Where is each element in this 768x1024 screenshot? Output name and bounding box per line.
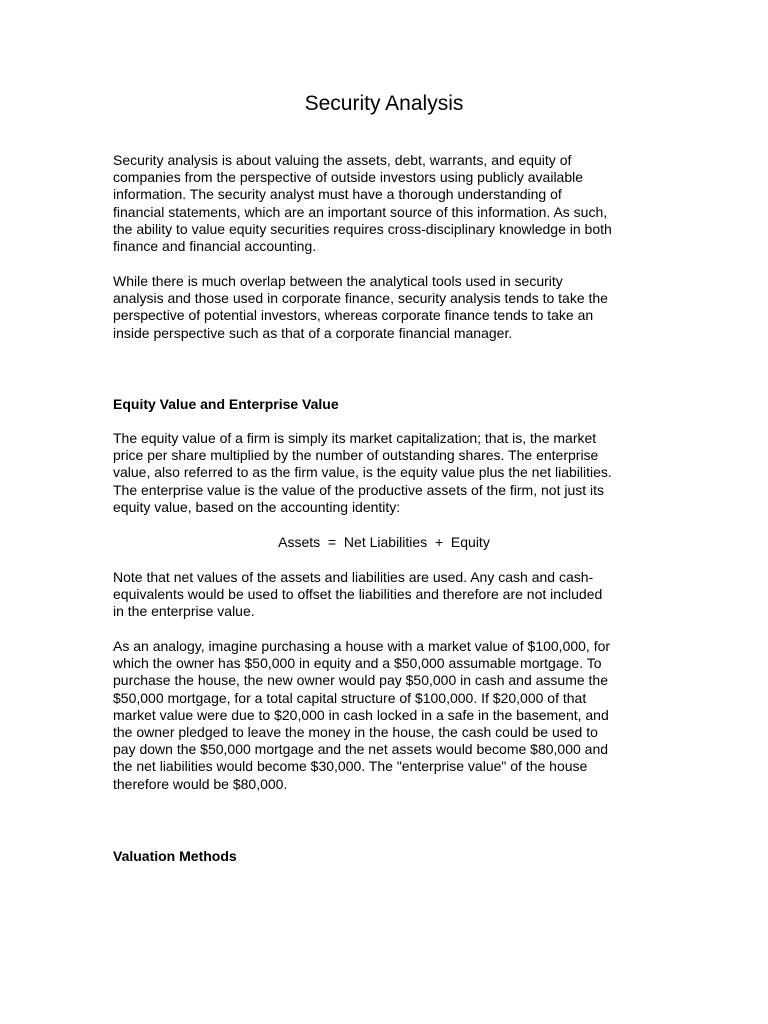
intro-paragraph-1: Security analysis is about valuing the assets, debt, warrants, and equity of companies from the perspective of outside investors using publicly available information. The security analyst must have a thorough understanding of financial statements, which are an important source of this information. As such, the ability to value equity securities requires cross-disciplinary knowledge in both finance and financial accounting. <box>113 152 612 255</box>
house-analogy-paragraph: As an analogy, imagine purchasing a house with a market value of $100,000, for which the owner has $50,000 in equity and a $50,000 assumable mortgage. To purchase the house, the new owner would pay $50,000 in cash and assume the $50,000 mortgage, for a total capital structure of $100,000. If $20,000 of that market value were due to $20,000 in cash locked in a safe in the basement, and the owner pledged to leave the money in the house, the cash could be used to pay down the $50,000 mortgage and the net assets would become $80,000 and the net liabilities would become $30,000. The "enterprise value" of the house therefore would be $80,000. <box>113 638 611 792</box>
net-values-paragraph: Note that net values of the assets and liabilities are used. Any cash and cash- equivalents would be used to offset the liabilities and therefore are not included in the enterprise value. <box>113 569 603 620</box>
section-heading-valuation-methods: Valuation Methods <box>113 848 237 864</box>
intro-paragraph-2: While there is much overlap between the analytical tools used in security analysis and those used in corporate finance, security analysis tends to take the perspective of potential investors, whereas corporate finance tends to take an inside perspective such as that of a corporate financial manager. <box>113 273 608 341</box>
section-heading-equity-value: Equity Value and Enterprise Value <box>113 396 339 412</box>
equity-value-paragraph: The equity value of a firm is simply its market capitalization; that is, the market price per share multiplied by the number of outstanding shares. The enterprise value, also referred to as the firm value, is the equity value plus the net liabilities. The enterprise value is the value of the productive assets of the firm, not just its equity value, based on the accounting identity: <box>113 430 612 515</box>
accounting-identity-equation: Assets = Net Liabilities + Equity <box>278 534 490 550</box>
document-title: Security Analysis <box>304 92 464 115</box>
